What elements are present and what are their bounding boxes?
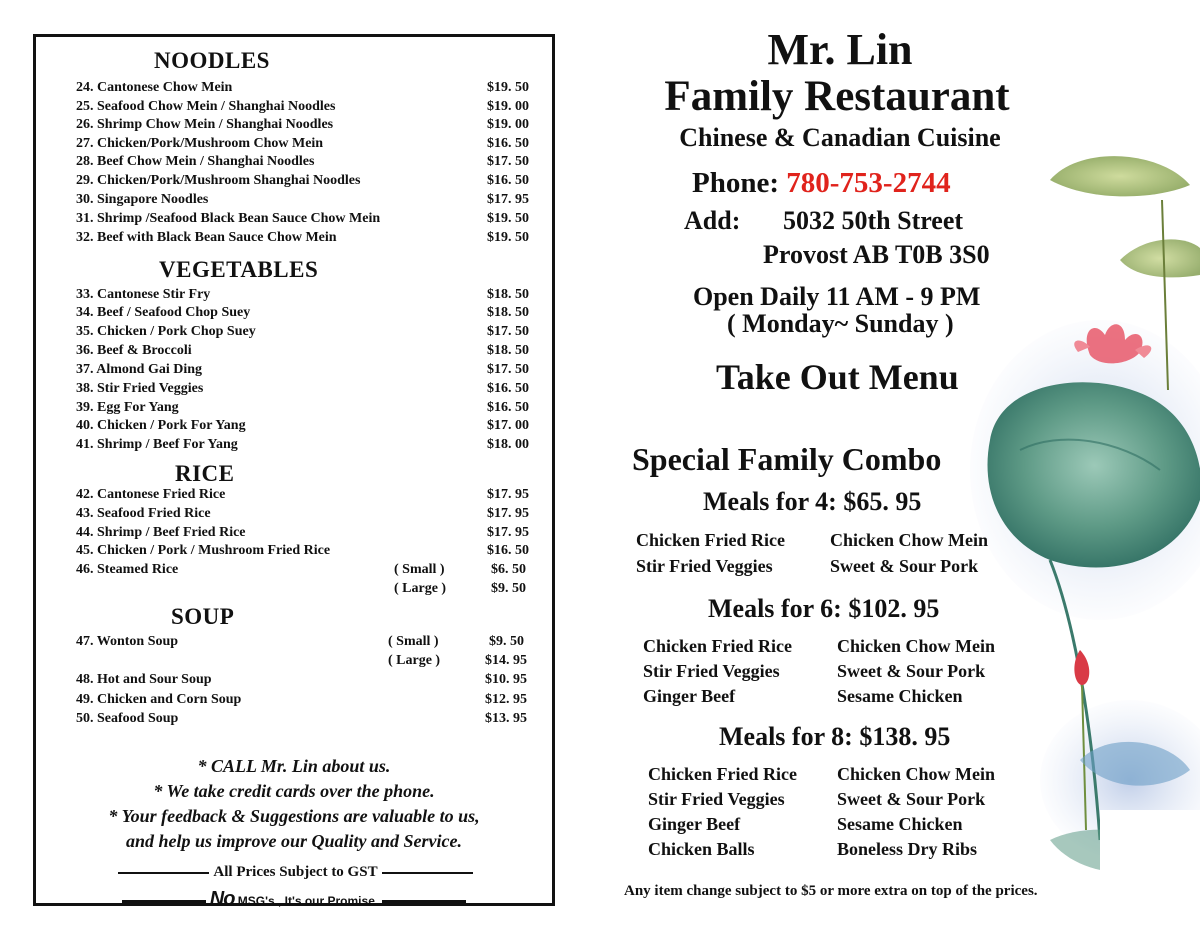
item-price: $16. 50 — [487, 543, 529, 558]
menu-item — [76, 561, 536, 579]
item-price: $19. 50 — [487, 211, 529, 226]
meals8-heading — [719, 721, 950, 753]
combo-item: Chicken Fried Rice — [643, 636, 792, 656]
combo-item: Chicken Chow Mein — [837, 764, 996, 784]
menu-item — [76, 79, 536, 97]
menu-item — [76, 710, 536, 728]
menu-item — [76, 436, 536, 454]
item-price: $19. 50 — [487, 80, 529, 95]
item-name: 32. Beef with Black Bean Sauce Chow Mein — [76, 230, 337, 245]
divider — [118, 872, 209, 874]
item-name: 44. Shrimp / Beef Fried Rice — [76, 525, 246, 540]
hours-line2: ( Monday~ Sunday ) — [727, 309, 954, 338]
menu-item — [76, 399, 536, 417]
divider — [122, 900, 206, 903]
item-name: 42. Cantonese Fried Rice — [76, 487, 226, 502]
gst-text: All Prices Subject to GST — [213, 864, 378, 880]
combo-item: Stir Fried Veggies — [643, 661, 780, 681]
item-price: $16. 50 — [487, 136, 529, 151]
item-price: $17. 50 — [487, 324, 529, 339]
menu-item — [76, 304, 536, 322]
footnote: Any item change subject to $5 or more extra on top of the prices. — [624, 883, 1038, 899]
item-name: 45. Chicken / Pork / Mushroom Fried Rice — [76, 543, 331, 558]
phone-label: Phone: — [692, 167, 787, 199]
item-name: 27. Chicken/Pork/Mushroom Chow Mein — [76, 136, 324, 151]
item-name: 36. Beef & Broccoli — [76, 343, 192, 358]
cuisine-subtitle: Chinese & Canadian Cuisine — [679, 123, 1001, 152]
address-label: Add: — [684, 206, 741, 235]
note-line: and help us improve our Quality and Service. — [125, 831, 462, 851]
no-msg-emphasis: No — [209, 888, 235, 910]
item-name: 46. Steamed Rice — [76, 562, 179, 577]
item-name: 24. Cantonese Chow Mein — [76, 80, 233, 95]
menu-item — [76, 286, 536, 304]
menu-item — [76, 323, 536, 341]
item-price: $17. 50 — [487, 362, 529, 377]
menu-item — [76, 505, 536, 523]
item-size: ( Large ) — [388, 653, 441, 668]
item-size: ( Small ) — [394, 562, 445, 577]
item-price: $16. 50 — [487, 173, 529, 188]
menu-item — [76, 116, 536, 134]
meals6-heading — [708, 593, 939, 625]
menu-item — [76, 342, 536, 360]
combo-item: Sweet & Sour Pork — [837, 661, 986, 681]
item-price: $17. 95 — [487, 487, 529, 502]
meals6-label: Meals for 6: — [708, 594, 842, 623]
no-msg-text: MSG's , It's our Promise. — [234, 894, 379, 908]
item-name: 41. Shrimp / Beef For Yang — [76, 437, 238, 452]
item-price: $9. 50 — [489, 634, 524, 649]
menu-item — [76, 172, 536, 190]
combo-item: Stir Fried Veggies — [636, 556, 773, 576]
noodles-heading: NOODLES — [154, 48, 270, 73]
meals4-heading — [703, 486, 921, 518]
item-price: $17. 00 — [487, 418, 529, 433]
combo-item: Chicken Fried Rice — [636, 530, 785, 550]
menu-item — [76, 691, 536, 709]
item-price: $6. 50 — [491, 562, 526, 577]
menu-item — [76, 417, 536, 435]
item-name: 29. Chicken/Pork/Mushroom Shanghai Noodles — [76, 173, 361, 188]
item-price: $13. 95 — [485, 711, 527, 726]
meals4-label: Meals for 4: — [703, 487, 837, 516]
item-name: 30. Singapore Noodles — [76, 192, 209, 207]
meals8-price: $138. 95 — [859, 722, 951, 751]
item-price: $18. 50 — [487, 287, 529, 302]
combo-heading: Special Family Combo — [632, 441, 942, 477]
combo-item: Stir Fried Veggies — [648, 789, 785, 809]
menu-item — [76, 229, 536, 247]
combo-item: Chicken Chow Mein — [830, 530, 989, 550]
menu-item — [76, 361, 536, 379]
item-price: $17. 95 — [487, 506, 529, 521]
item-price: $12. 95 — [485, 692, 527, 707]
item-price: $17. 50 — [487, 154, 529, 169]
item-price: $19. 00 — [487, 117, 529, 132]
combo-item: Sweet & Sour Pork — [830, 556, 979, 576]
combo-item: Chicken Fried Rice — [648, 764, 797, 784]
combo-item: Boneless Dry Ribs — [837, 839, 978, 859]
item-name: 39. Egg For Yang — [76, 400, 179, 415]
menu-item — [76, 210, 536, 228]
takeout-menu-title: Take Out Menu — [716, 357, 959, 397]
gst-notice — [118, 864, 473, 881]
hours-line1: Open Daily 11 AM - 9 PM — [693, 282, 981, 311]
item-name: 40. Chicken / Pork For Yang — [76, 418, 246, 433]
combo-item: Sweet & Sour Pork — [837, 789, 986, 809]
item-size: ( Large ) — [394, 581, 447, 596]
menu-item — [76, 580, 536, 598]
item-price: $19. 00 — [487, 99, 529, 114]
note-line: * Your feedback & Suggestions are valuable to us, — [108, 806, 480, 826]
item-price: $16. 50 — [487, 381, 529, 396]
item-name: 49. Chicken and Corn Soup — [76, 692, 242, 707]
combo-item: Chicken Balls — [648, 839, 755, 859]
menu-item — [76, 153, 536, 171]
note-line: * We take credit cards over the phone. — [153, 781, 435, 801]
item-size: ( Small ) — [388, 634, 439, 649]
vegetables-heading: VEGETABLES — [159, 257, 319, 282]
menu-item — [76, 486, 536, 504]
meals8-label: Meals for 8: — [719, 722, 853, 751]
item-price: $9. 50 — [491, 581, 526, 596]
item-price: $19. 50 — [487, 230, 529, 245]
item-price: $16. 50 — [487, 400, 529, 415]
combo-item: Ginger Beef — [643, 686, 736, 706]
phone-number: 780-753-2744 — [786, 167, 951, 199]
combo-item: Sesame Chicken — [837, 814, 963, 834]
item-name: 48. Hot and Sour Soup — [76, 672, 212, 687]
left-menu-panel — [33, 34, 555, 910]
combo-item: Sesame Chicken — [837, 686, 963, 706]
rice-heading: RICE — [175, 461, 235, 486]
soup-heading: SOUP — [171, 604, 235, 629]
menu-item — [76, 380, 536, 398]
menu-item — [76, 652, 536, 670]
item-price: $18. 50 — [487, 343, 529, 358]
item-price: $17. 95 — [487, 525, 529, 540]
item-name: 50. Seafood Soup — [76, 711, 179, 726]
item-price: $17. 95 — [487, 192, 529, 207]
item-name: 47. Wonton Soup — [76, 634, 179, 649]
no-msg-promise — [36, 888, 552, 911]
phone-line — [692, 166, 951, 200]
item-name: 34. Beef / Seafood Chop Suey — [76, 305, 251, 320]
menu-item — [76, 135, 536, 153]
item-name: 43. Seafood Fried Rice — [76, 506, 211, 521]
menu-item — [76, 98, 536, 116]
item-name: 35. Chicken / Pork Chop Suey — [76, 324, 256, 339]
item-name: 25. Seafood Chow Mein / Shanghai Noodles — [76, 99, 336, 114]
address-line1: 5032 50th Street — [783, 206, 964, 235]
item-price: $14. 95 — [485, 653, 527, 668]
note-line: * CALL Mr. Lin about us. — [197, 756, 391, 776]
restaurant-name-line2: Family Restaurant — [664, 73, 1010, 120]
restaurant-name-line1: Mr. Lin — [767, 25, 913, 74]
item-name: 33. Cantonese Stir Fry — [76, 287, 211, 302]
menu-item — [76, 191, 536, 209]
item-name: 31. Shrimp /Seafood Black Bean Sauce Chow Mein — [76, 211, 381, 226]
item-name: 38. Stir Fried Veggies — [76, 381, 204, 396]
meals4-price: $65. 95 — [843, 487, 922, 516]
item-name: 37. Almond Gai Ding — [76, 362, 203, 377]
item-name: 26. Shrimp Chow Mein / Shanghai Noodles — [76, 117, 334, 132]
divider — [382, 872, 473, 874]
item-name: 28. Beef Chow Mein / Shanghai Noodles — [76, 154, 315, 169]
combo-item: Ginger Beef — [648, 814, 741, 834]
item-price: $10. 95 — [485, 672, 527, 687]
meals6-price: $102. 95 — [848, 594, 940, 623]
item-price: $18. 00 — [487, 437, 529, 452]
combo-item: Chicken Chow Mein — [837, 636, 996, 656]
menu-item — [76, 524, 536, 542]
menu-item — [76, 542, 536, 560]
menu-item — [76, 671, 536, 689]
menu-item — [76, 633, 536, 651]
item-price: $18. 50 — [487, 305, 529, 320]
address-line2: Provost AB T0B 3S0 — [763, 240, 990, 269]
divider — [382, 900, 466, 903]
